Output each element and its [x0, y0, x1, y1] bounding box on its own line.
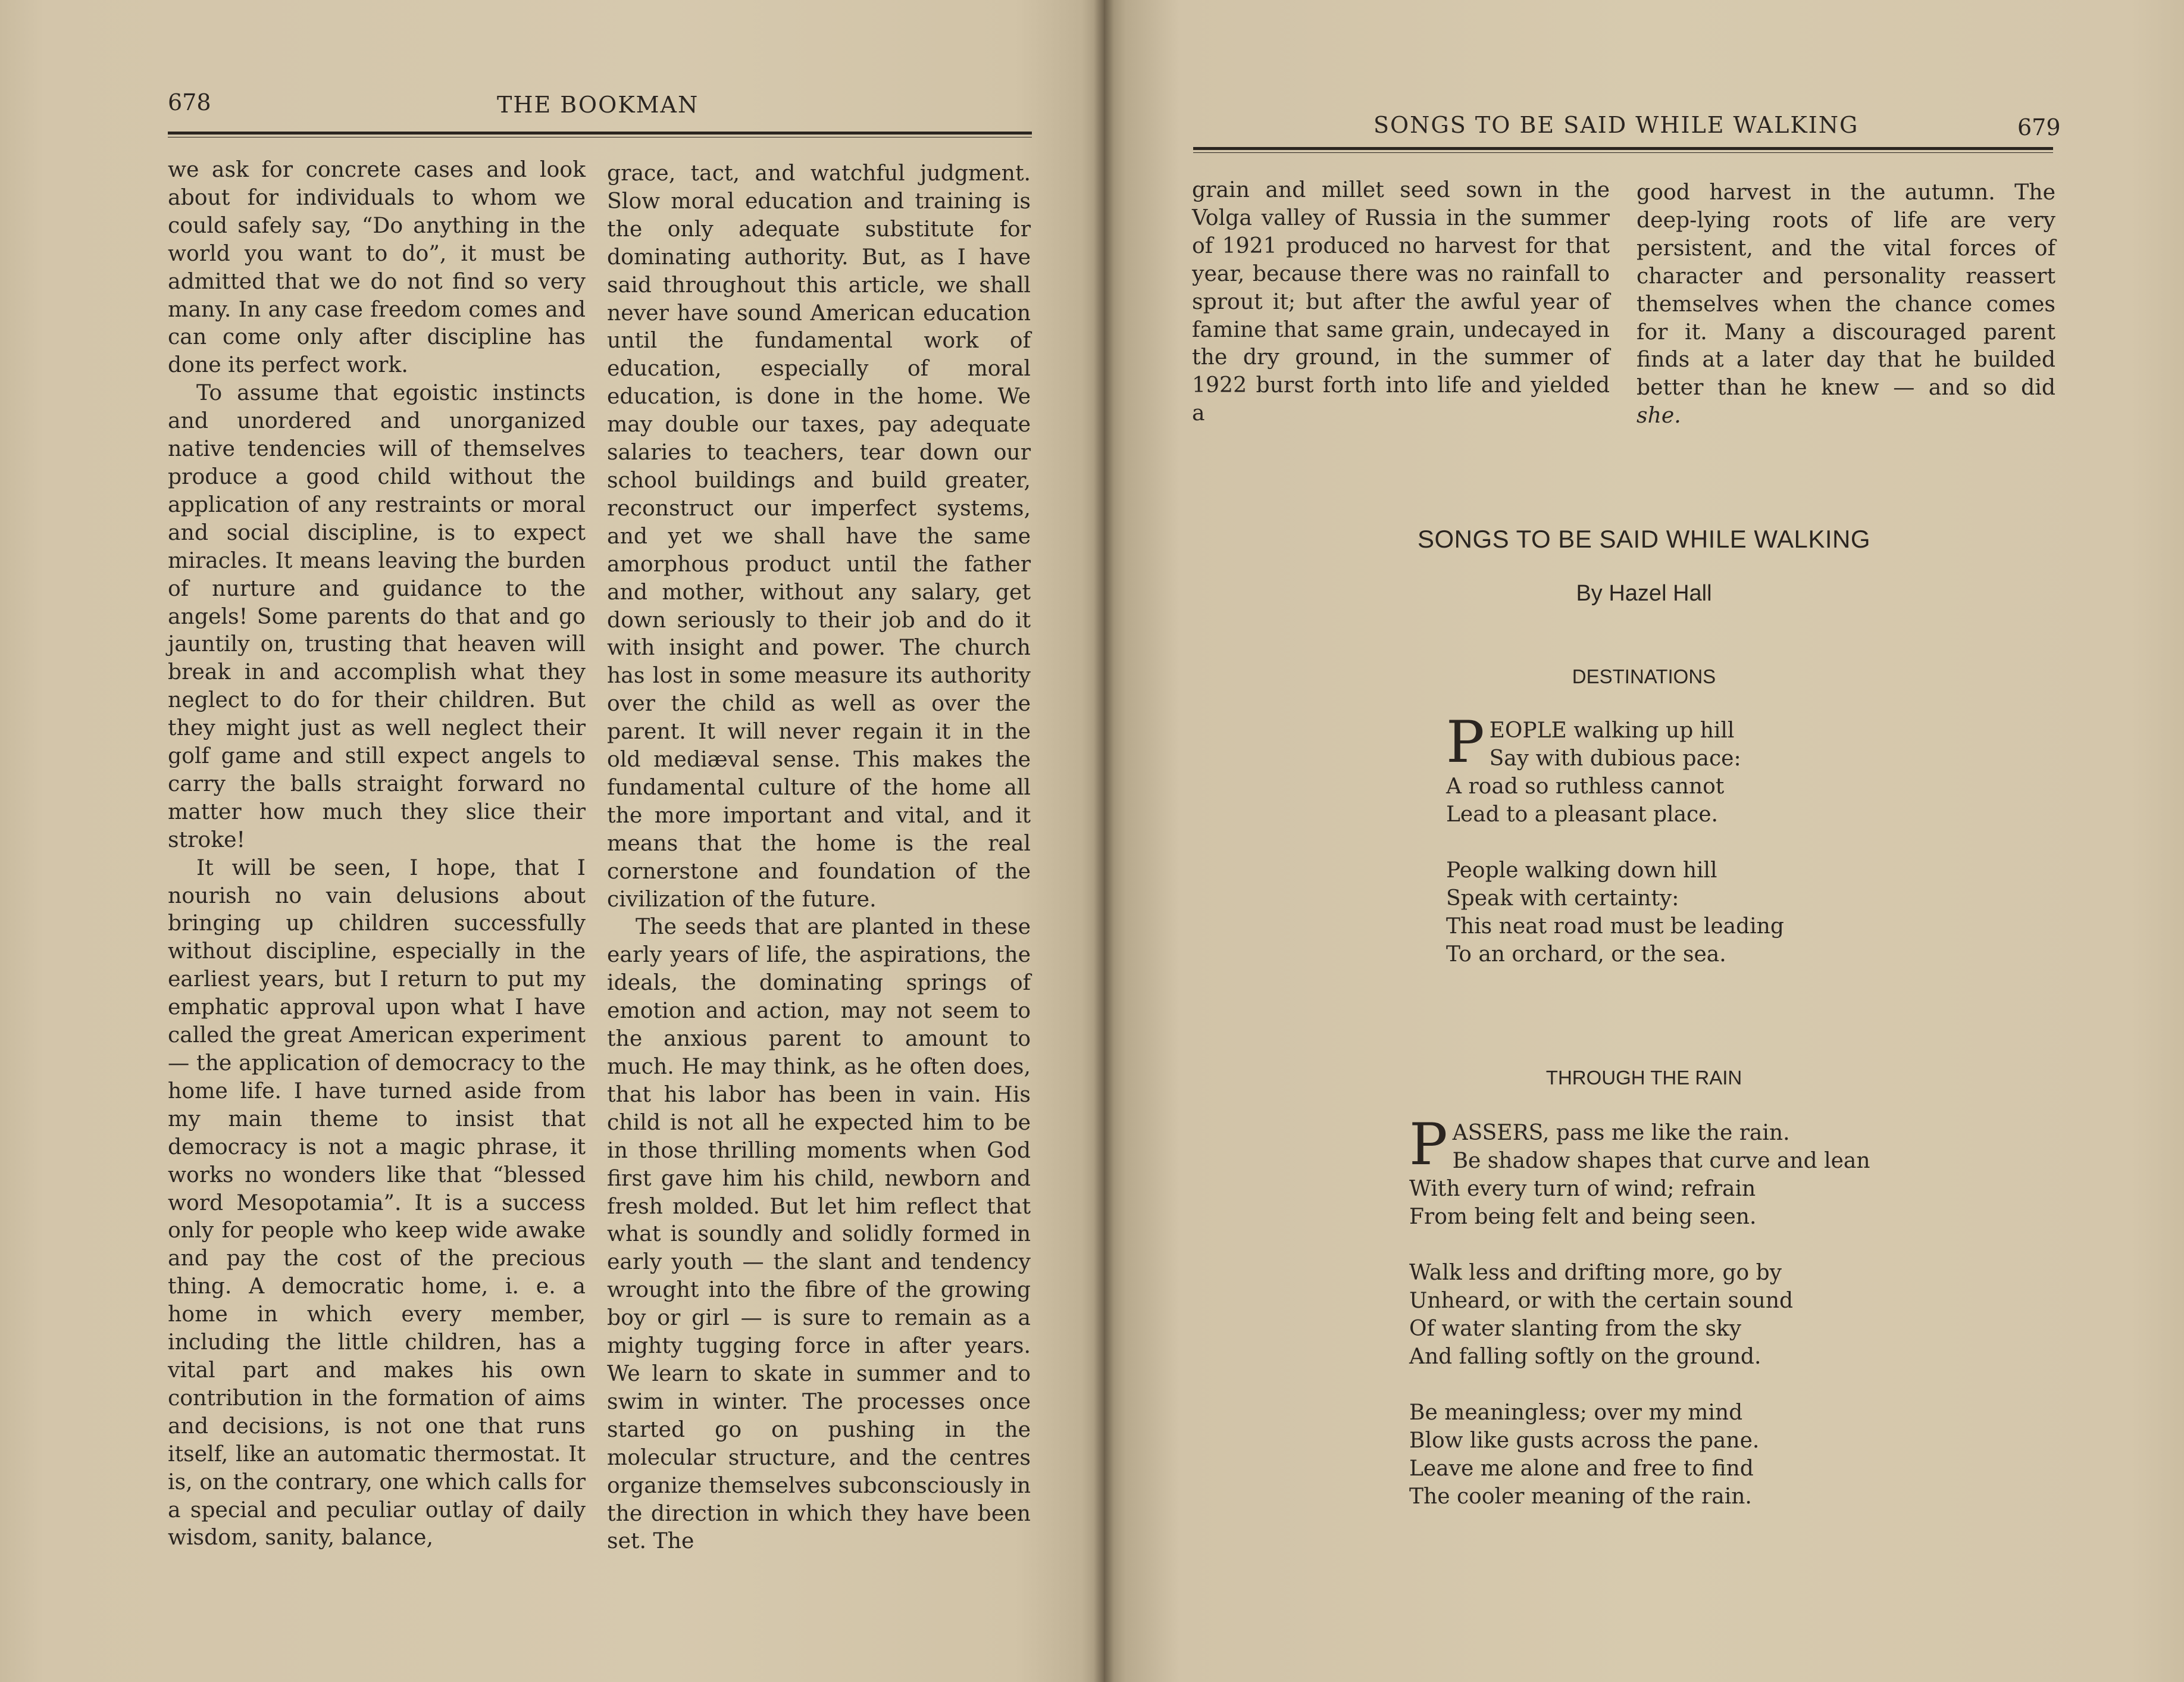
right-column-1 [1192, 176, 1610, 427]
paragraph: The seeds that are planted in these early years of life, the aspirations, the ideals, the dominating springs of emotion and action, may not seem to the anxious parent to amount to much. He may think, as he often does, that his labor has been in vain. His child is not all he expected him to be in those thrilling moments when God first gave him his child, newborn and fresh molded. But let him reflect that what is soundly and solidly formed in early youth — the slant and tendency wrought into the fibre of the growing boy or girl — is sure to remain as a mighty tugging force in after years. We learn to skate in summer and to swim in winter. The processes once started go on pushing in the molecular structure, and the centres organize themselves subconsciously in the direction in which they have been set. The [607, 914, 1031, 1554]
running-head-right: SONGS TO BE SAID WHILE WALKING [1373, 112, 1859, 138]
article-byline: By Hazel Hall [1576, 581, 1712, 606]
drop-cap: P [1446, 709, 1485, 776]
drop-cap: P [1409, 1111, 1448, 1178]
paragraph-text: good harvest in the autumn. The deep-lying roots of life are very persistent, and the vital forces of character and personality reassert themselves when the chance comes for it. Many a discouraged parent finds at a later day that he builded better than he knew — and so did [1637, 179, 2055, 401]
paragraph [1637, 179, 2055, 430]
paragraph: we ask for concrete cases and look about for individuals to whom we could safely say, “Do anything in the world you want to do”, it must be admitted that we do not find so very many. In any case freedom comes and can come only after discipline has done its perfect work. [168, 157, 586, 378]
stanza [1446, 709, 1784, 829]
poem-title-destinations: DESTINATIONS [1572, 665, 1716, 687]
poem-destinations [1446, 709, 1784, 996]
paragraph: It will be seen, I hope, that I nourish no vain delusions about bringing up children successfully without discipline, especially in the earliest years, but I return to put my emphatic approval upon what I have called the great American experiment — the application of democracy to the home life. I have turned aside from my main theme to insist that democracy is not a magic phrase, it works no wonders like that “blessed word Mesopotamia”. It is a success only for people who keep wide awake and pay the cost of the precious thing. A democratic home, i. e. a home in which every member, including the little children, has a vital part and makes his own contribution in the formation of aims and decisions, is not one that runs itself, like an automatic thermostat. It is, on the contrary, one which calls for a special and peculiar outlay of daily wisdom, sanity, balance, [168, 854, 586, 1550]
poem-line: Be meaningless; over my mind [1409, 1400, 1743, 1425]
poem-line: To an orchard, or the sea. [1446, 942, 1726, 967]
left-column-2 [607, 160, 1031, 1555]
paragraph: grain and millet seed sown in the Volga valley of Russia in the summer of 1921 produced no harvest for that year, because there was no rainfall to sprout it; but after the awful year of famine that same grain, undecayed in the dry ground, in the summer of 1922 burst forth into life and yielded a [1192, 177, 1610, 426]
header-rule-right [1193, 147, 2053, 153]
poem-line: Be shadow shapes that curve and lean [1452, 1149, 1870, 1173]
paragraph: To assume that egoistic instincts and unordered and unorganized native tendencies will of themselves produce a good child without the application of any restraints or moral and social discipline, is to expect miracles. It means leaving the burden of nurture and guidance to the angels! Some parents do that and go jauntily on, trusting that heaven will break in and accomplish what they neglect to do for their children. But they might just as well neglect their golf game and still expect angels to carry the balls straight forward no matter how much they slice their stroke! [168, 380, 586, 852]
poem-title-through-the-rain: THROUGH THE RAIN [1545, 1067, 1742, 1089]
header-rule-left [168, 132, 1032, 137]
stanza [1409, 1399, 1870, 1511]
poem-line: Unheard, or with the certain sound [1409, 1289, 1794, 1313]
poem-line: Blow like gusts across the pane. [1409, 1428, 1760, 1453]
poem-line: Leave me alone and free to find [1409, 1456, 1754, 1481]
poem-line: From being felt and being seen. [1409, 1205, 1757, 1229]
book-gutter [1094, 0, 1114, 1682]
emphasis: she. [1637, 402, 1681, 429]
page-number-right: 679 [2017, 114, 2061, 140]
running-head-left: THE BOOKMAN [497, 92, 699, 118]
poem-line: A road so ruthless cannot [1446, 774, 1725, 799]
poem-line: The cooler meaning of the rain. [1409, 1484, 1752, 1509]
poem-line: Lead to a pleasant place. [1446, 802, 1718, 827]
left-column-1 [168, 156, 586, 1552]
poem-line: Say with dubious pace: [1489, 746, 1741, 771]
poem-line: Walk less and drifting more, go by [1409, 1261, 1782, 1285]
poem-line: ASSERS, pass me like the rain. [1452, 1121, 1790, 1145]
stanza [1409, 1259, 1870, 1371]
poem-line: Of water slanting from the sky [1409, 1317, 1742, 1341]
poem-through-the-rain [1409, 1111, 1870, 1539]
poem-line: EOPLE walking up hill [1489, 718, 1735, 743]
right-column-2 [1637, 179, 2055, 430]
stanza [1446, 856, 1784, 968]
poem-line: This neat road must be leading [1446, 914, 1784, 939]
poem-line: With every turn of wind; refrain [1409, 1177, 1756, 1201]
paragraph: grace, tact, and watchful judgment. Slow moral education and training is the only adequate substitute for dominating authority. But, as I have said throughout this article, we shall never have sound American education until the fundamental work of education, especially of moral education, is done in the home. We may double our taxes, pay adequate salaries to teachers, tear down our school buildings and build greater, reconstruct our imperfect systems, and yet we shall have the same amorphous product until the father and mother, without any salary, get down seriously to their job and do it with insight and power. The church has lost in some measure its authority over the child as well as over the parent. It will never regain it in the old mediæval sense. This makes the fundamental culture of the home all the more important and vital, and it means that the home is the real cornerstone and foundation of the civilization of the future. [607, 160, 1031, 912]
page-number-left: 678 [168, 89, 211, 115]
stanza [1409, 1111, 1870, 1231]
article-title: SONGS TO BE SAID WHILE WALKING [1417, 525, 1871, 553]
poem-line: People walking down hill [1446, 858, 1717, 883]
poem-line: Speak with certainty: [1446, 886, 1679, 911]
poem-line: And falling softly on the ground. [1409, 1345, 1761, 1369]
